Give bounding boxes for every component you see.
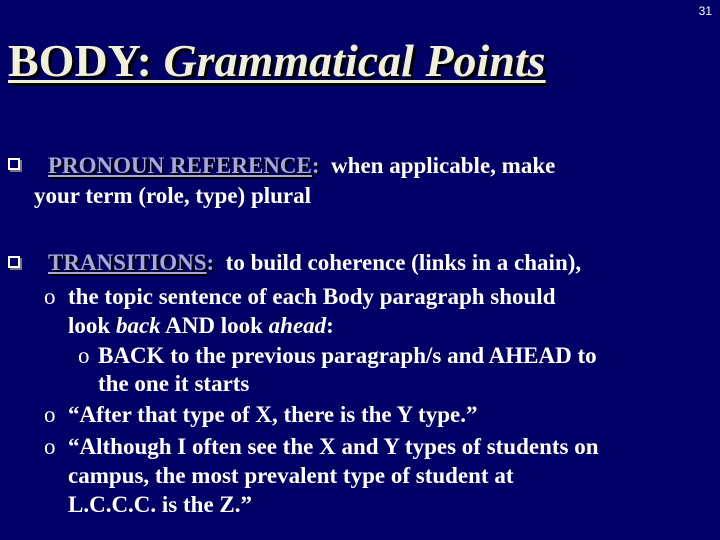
sub1-text-c: AND look	[160, 313, 269, 338]
sub2-line1: BACK to the previous paragraph/s and AHEAD to	[98, 343, 597, 368]
keyword-transitions: TRANSITIONS	[48, 250, 207, 275]
sub4-line1: “Although I often see the X and Y types of students on	[68, 434, 599, 459]
keyword-pronoun-reference: PRONOUN REFERENCE	[48, 153, 312, 178]
sub4-line2: campus, the most prevalent type of student at	[68, 463, 514, 488]
sub1-text-back: back	[115, 313, 161, 338]
sub1-line1: the topic sentence of each Body paragraph should	[68, 284, 556, 309]
sub1-text-a: look	[68, 313, 116, 338]
sub-bullet-marker: o	[44, 434, 56, 459]
keyword-colon: :	[311, 153, 320, 178]
sub1-line2	[68, 311, 334, 341]
slide-number: 31	[698, 4, 712, 18]
keyword-colon: :	[206, 250, 215, 275]
sub3-line1: “After that type of X, there is the Y type.”	[68, 402, 478, 427]
bullet2-text: to build coherence (links in a chain),	[214, 250, 582, 275]
bullet1-line2: your term (role, type) plural	[34, 183, 312, 208]
sub-bullet-marker: o	[44, 284, 56, 309]
checkbox-bullet-icon	[8, 158, 20, 170]
sub1-text-ahead: ahead	[268, 313, 327, 338]
sub4-line3: L.C.C.C. is the Z.”	[68, 492, 253, 517]
sub-bullet-marker: o	[78, 343, 90, 368]
title-part2: Grammatical Points	[163, 35, 546, 86]
bullet1-text: when applicable, make	[319, 153, 556, 178]
sub-bullet-marker: o	[44, 402, 56, 427]
sub1-text-e: :	[326, 313, 334, 338]
sub2-line2: the one it starts	[98, 371, 250, 396]
checkbox-bullet-icon	[8, 256, 20, 268]
title-part1: BODY:	[8, 35, 152, 86]
bullet2-line1	[48, 248, 581, 278]
bullet1-line1	[48, 151, 555, 181]
